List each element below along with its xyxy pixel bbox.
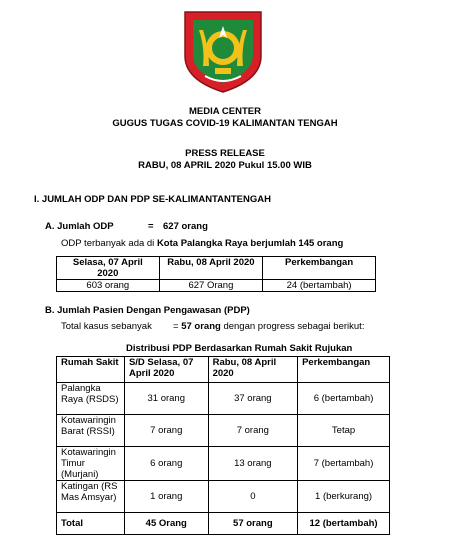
pdp-total-equals: = [173, 321, 179, 332]
pdp-table-cell-hospital: Kotawaringin Timur (Murjani) [57, 447, 125, 481]
odp-value: 627 orang [163, 221, 208, 232]
pdp-table-row [57, 447, 390, 481]
odp-table-cell: 603 orang [57, 280, 160, 292]
pdp-total-label: Total kasus sebanyak [61, 321, 152, 332]
odp-note-prefix: ODP terbanyak ada di [61, 238, 157, 249]
pdp-label: B. Jumlah Pasien Dengan Pengawasan (PDP) [45, 305, 250, 316]
odp-table-header: Rabu, 08 April 2020 [159, 257, 263, 280]
header-line-media-center: MEDIA CENTER [189, 106, 261, 117]
pdp-table-row [57, 383, 390, 415]
pdp-table-cell: 31 orang [124, 383, 208, 415]
pdp-table-total-cell: 45 Orang [124, 513, 208, 535]
pdp-table-row [57, 415, 390, 447]
pdp-table-cell-hospital: Katingan (RS Mas Amsyar) [57, 481, 125, 513]
pdp-table-cell: Tetap [298, 415, 390, 447]
pdp-total-line [173, 321, 364, 332]
pdp-table-cell: 7 orang [124, 415, 208, 447]
pdp-table-cell: 37 orang [208, 383, 298, 415]
header-line-task-force: GUGUS TUGAS COVID-19 KALIMANTAN TENGAH [112, 118, 338, 129]
pdp-table-total-cell: 12 (bertambah) [298, 513, 390, 535]
header-line-date: RABU, 08 APRIL 2020 Pukul 15.00 WIB [138, 160, 312, 171]
pdp-table-row [57, 481, 390, 513]
pdp-table-header-row [57, 357, 390, 383]
pdp-total-suffix: dengan progress sebagai berikut: [220, 321, 365, 332]
pdp-table [56, 356, 390, 535]
header-line-press-release: PRESS RELEASE [185, 148, 265, 159]
pdp-table-header: S/D Selasa, 07 April 2020 [124, 357, 208, 383]
odp-note [61, 238, 343, 249]
pdp-table-total-row [57, 513, 390, 535]
pdp-table-cell: 1 (berkurang) [298, 481, 390, 513]
odp-note-bold: Kota Palangka Raya berjumlah 145 orang [156, 238, 344, 249]
pdp-table-cell: 0 [208, 481, 298, 513]
odp-table-cell: 627 Orang [159, 280, 263, 292]
pdp-table-cell: 6 orang [124, 447, 208, 481]
odp-table-header: Perkembangan [263, 257, 376, 280]
pdp-table-total-label: Total [57, 513, 125, 535]
pdp-table-cell-hospital: Kotawaringin Barat (RSSI) [57, 415, 125, 447]
pdp-table-total-cell: 57 orang [208, 513, 298, 535]
odp-label: A. Jumlah ODP [45, 221, 114, 232]
pdp-table-cell: 7 orang [208, 415, 298, 447]
odp-table-cell: 24 (bertambah) [263, 280, 376, 292]
pdp-table-header: Perkembangan [298, 357, 390, 383]
odp-table-header: Selasa, 07 April 2020 [57, 257, 160, 280]
pdp-table-cell: 7 (bertambah) [298, 447, 390, 481]
pdp-table-header: Rumah Sakit [57, 357, 125, 383]
odp-equals: = [148, 221, 154, 232]
pdp-table-cell: 6 (bertambah) [298, 383, 390, 415]
provincial-emblem-logo [181, 8, 265, 94]
pdp-table-cell-hospital: Palangka Raya (RSDS) [57, 383, 125, 415]
pdp-table-cell: 13 orang [208, 447, 298, 481]
odp-table-row [57, 280, 376, 292]
section-title: I. JUMLAH ODP DAN PDP SE-KALIMANTANTENGAH [34, 194, 271, 205]
pdp-table-cell: 1 orang [124, 481, 208, 513]
odp-table [56, 256, 376, 292]
odp-table-header-row [57, 257, 376, 280]
pdp-table-title: Distribusi PDP Berdasarkan Rumah Sakit Rujukan [126, 343, 353, 354]
pdp-total-value: 57 orang [181, 321, 221, 332]
pdp-table-header: Rabu, 08 April 2020 [208, 357, 298, 383]
